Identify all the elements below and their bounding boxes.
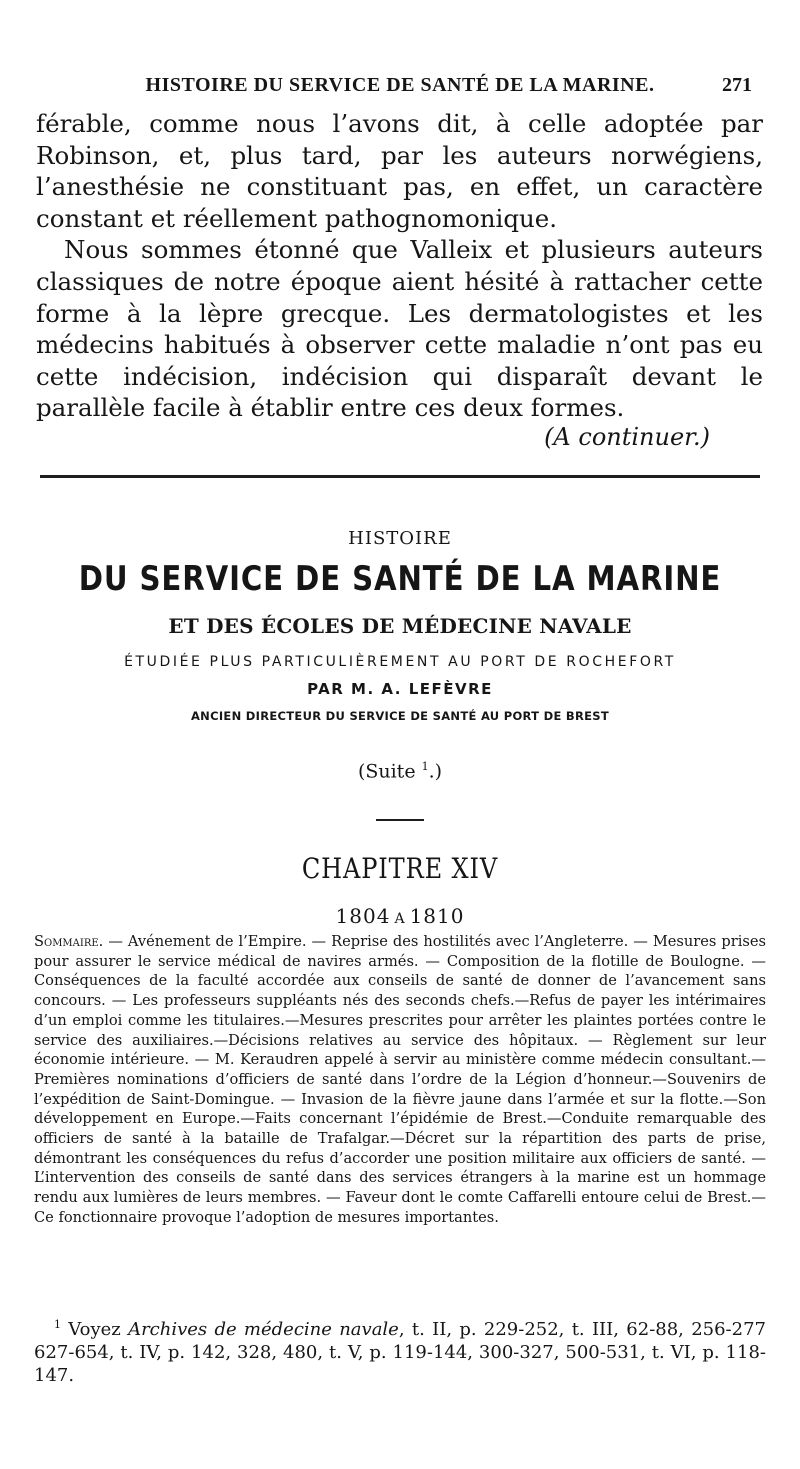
footnote-mark: 1 bbox=[54, 1318, 61, 1331]
body-paragraph-1: férable, comme nous l’avons dit, à celle adoptée par Robinson, et, plus tard, par les auteurs norwégiens, l’anesthésie ne constituant pas, en effet, un caractère constant et réellement pathognomonique. bbox=[36, 109, 763, 233]
article-pre-title: HISTOIRE bbox=[348, 528, 452, 549]
date-separator: A bbox=[394, 911, 406, 927]
date-start: 1804 bbox=[335, 904, 391, 928]
running-head-title: HISTOIRE DU SERVICE DE SANTÉ DE LA MARINE. bbox=[145, 74, 655, 96]
summary-lead: Sommaire. bbox=[34, 933, 104, 950]
article-detail: ÉTUDIÉE PLUS PARTICULIÈREMENT AU PORT DE ROCHEFORT bbox=[124, 654, 676, 670]
footnote bbox=[34, 1313, 766, 1387]
suite-note bbox=[0, 760, 800, 782]
article-subtitle: ET DES ÉCOLES DE MÉDECINE NAVALE bbox=[168, 614, 632, 638]
body-paragraph-2: Nous sommes étonné que Valleix et plusieurs auteurs classiques de notre époque aient hésité à rattacher cette forme à la lèpre grecque. Les dermatologistes et les médecins habitués à observer cette maladie n’ont pas eu cette indécision, indécision qui disparaît devant le parallèle facile à établir entre ces deux formes. bbox=[36, 235, 763, 423]
footnote-source: Archives de médecine navale bbox=[128, 1319, 399, 1340]
to-be-continued-note: (A continuer.) bbox=[544, 423, 710, 451]
chapter-title: CHAPITRE XIV bbox=[301, 852, 499, 885]
article-title: DU SERVICE DE SANTÉ DE LA MARINE bbox=[78, 559, 722, 599]
article-author: PAR M. A. LEFÈVRE bbox=[307, 680, 493, 698]
section-divider bbox=[40, 475, 760, 478]
footnote-prefix: Voyez bbox=[61, 1319, 129, 1340]
chapter-dates bbox=[0, 904, 800, 928]
suite-footnote-ref: 1 bbox=[421, 760, 429, 773]
short-divider bbox=[376, 819, 424, 821]
suite-label: (Suite bbox=[357, 760, 416, 783]
author-role: ANCIEN DIRECTEUR DU SERVICE DE SANTÉ AU PORT DE BREST bbox=[190, 709, 610, 723]
running-head bbox=[40, 74, 760, 104]
footnote-refs: , t. II, p. 229-252, t. III, 62-88, 256-277 627-654, t. IV, p. 142, 328, 480, t. V, p. 119-144, 300-327, 500-531, t. VI, p. 118-147. bbox=[34, 1319, 766, 1386]
page-number: 271 bbox=[722, 74, 752, 96]
body-text bbox=[36, 108, 763, 424]
summary-text: — Avénement de l’Empire. — Reprise des hostilités avec l’Angleterre. — Mesures prises pour assurer le service médical de navires armés. — Composition de la flotille de Boulogne. — Conséquences de la faculté accordée aux conseils de santé de donner de l’avancement sans concours. — Les professeurs suppléants nés des seconds chefs.—Refus de payer les intérimaires d’un emploi comme les titulaires.—Mesures prescrites pour arrêter les plaintes portées contre le service des auxiliaires.—Décisions relatives au service des hôpitaux. — Règlement sur leur économie intérieure. — M. Keraudren appelé à servir au ministère comme médecin consultant.—Premières nominations d’officiers de santé dans l’ordre de la Légion d’honneur.—Souvenirs de l’expédition de Saint-Domingue. — Invasion de la fièvre jaune dans l’armée et sur la flotte.—Son développement en Europe.—Faits concernant l’épidémie de Brest.—Conduite remarquable des officiers de santé à la bataille de Trafalgar.—Décret sur la répartition des parts de prise, démontrant les conséquences du refus d’accorder une position militaire aux officiers de santé. — L’intervention des conseils de santé dans des services étrangers à la marine est un hommage rendu aux lumières de leurs membres. — Faveur dont le comte Caffarelli entoure celui de Brest.—Ce fonctionnaire provoque l’adoption de mesures importantes. bbox=[34, 933, 766, 1226]
date-end: 1810 bbox=[409, 904, 465, 928]
suite-close: .) bbox=[428, 760, 443, 783]
chapter-summary bbox=[34, 932, 766, 1228]
